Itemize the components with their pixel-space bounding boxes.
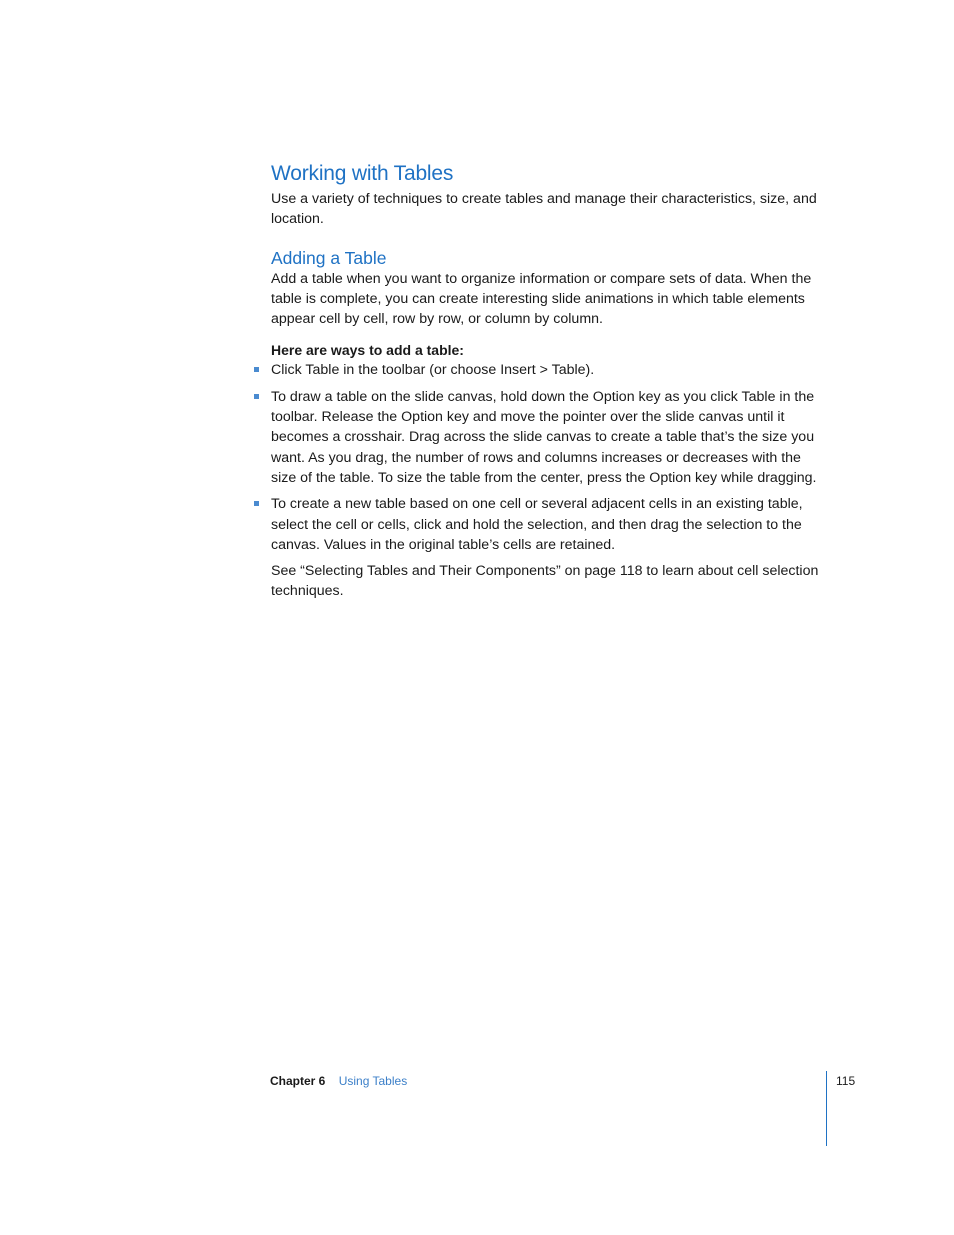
square-bullet-icon: [254, 394, 259, 399]
list-item: [271, 360, 827, 380]
subsection-lead: Add a table when you want to organize information or compare sets of data. When the table is complete, you can create interesting slide animations in which table elements appear cell by cell, row by row, or column by column.: [271, 270, 812, 328]
footer-divider: [826, 1071, 827, 1146]
cross-reference-text: See “Selecting Tables and Their Components” on page 118 to learn about cell selection techniques.: [271, 563, 819, 600]
list-item: [271, 494, 827, 555]
square-bullet-icon: [254, 501, 259, 506]
subsection-title: Adding a Table: [271, 247, 387, 268]
bullet-list: [271, 360, 827, 555]
list-item-text: Click Table in the toolbar (or choose Insert > Table).: [271, 362, 595, 379]
page-footer: [270, 1073, 407, 1089]
section-intro: Use a variety of techniques to create tables and manage their characteristics, size, and location.: [271, 191, 817, 228]
page-number: 115: [836, 1074, 856, 1088]
square-bullet-icon: [254, 367, 259, 372]
section-title: Working with Tables: [271, 162, 454, 185]
task-heading: Here are ways to add a table:: [271, 342, 464, 359]
chapter-title-link[interactable]: Using Tables: [338, 1074, 408, 1088]
list-item-text: To draw a table on the slide canvas, hold down the Option key as you click Table in the toolbar. Release the Option key and move the pointer over the slide canvas until it becomes a crosshair. Drag across the slide canvas to create a table that’s the size you want. As you drag, the number of rows and columns increases or decreases with the size of the table. To size the table from the center, press the Option key while dragging.: [271, 388, 817, 486]
list-item: [271, 387, 827, 488]
page-content: [271, 160, 827, 602]
chapter-label: Chapter 6: [270, 1074, 326, 1088]
list-item-text: To create a new table based on one cell or several adjacent cells in an existing table, select the cell or cells, click and hold the selection, and then drag the selection to the canvas. Values in the original table’s cells are retained.: [271, 496, 803, 553]
